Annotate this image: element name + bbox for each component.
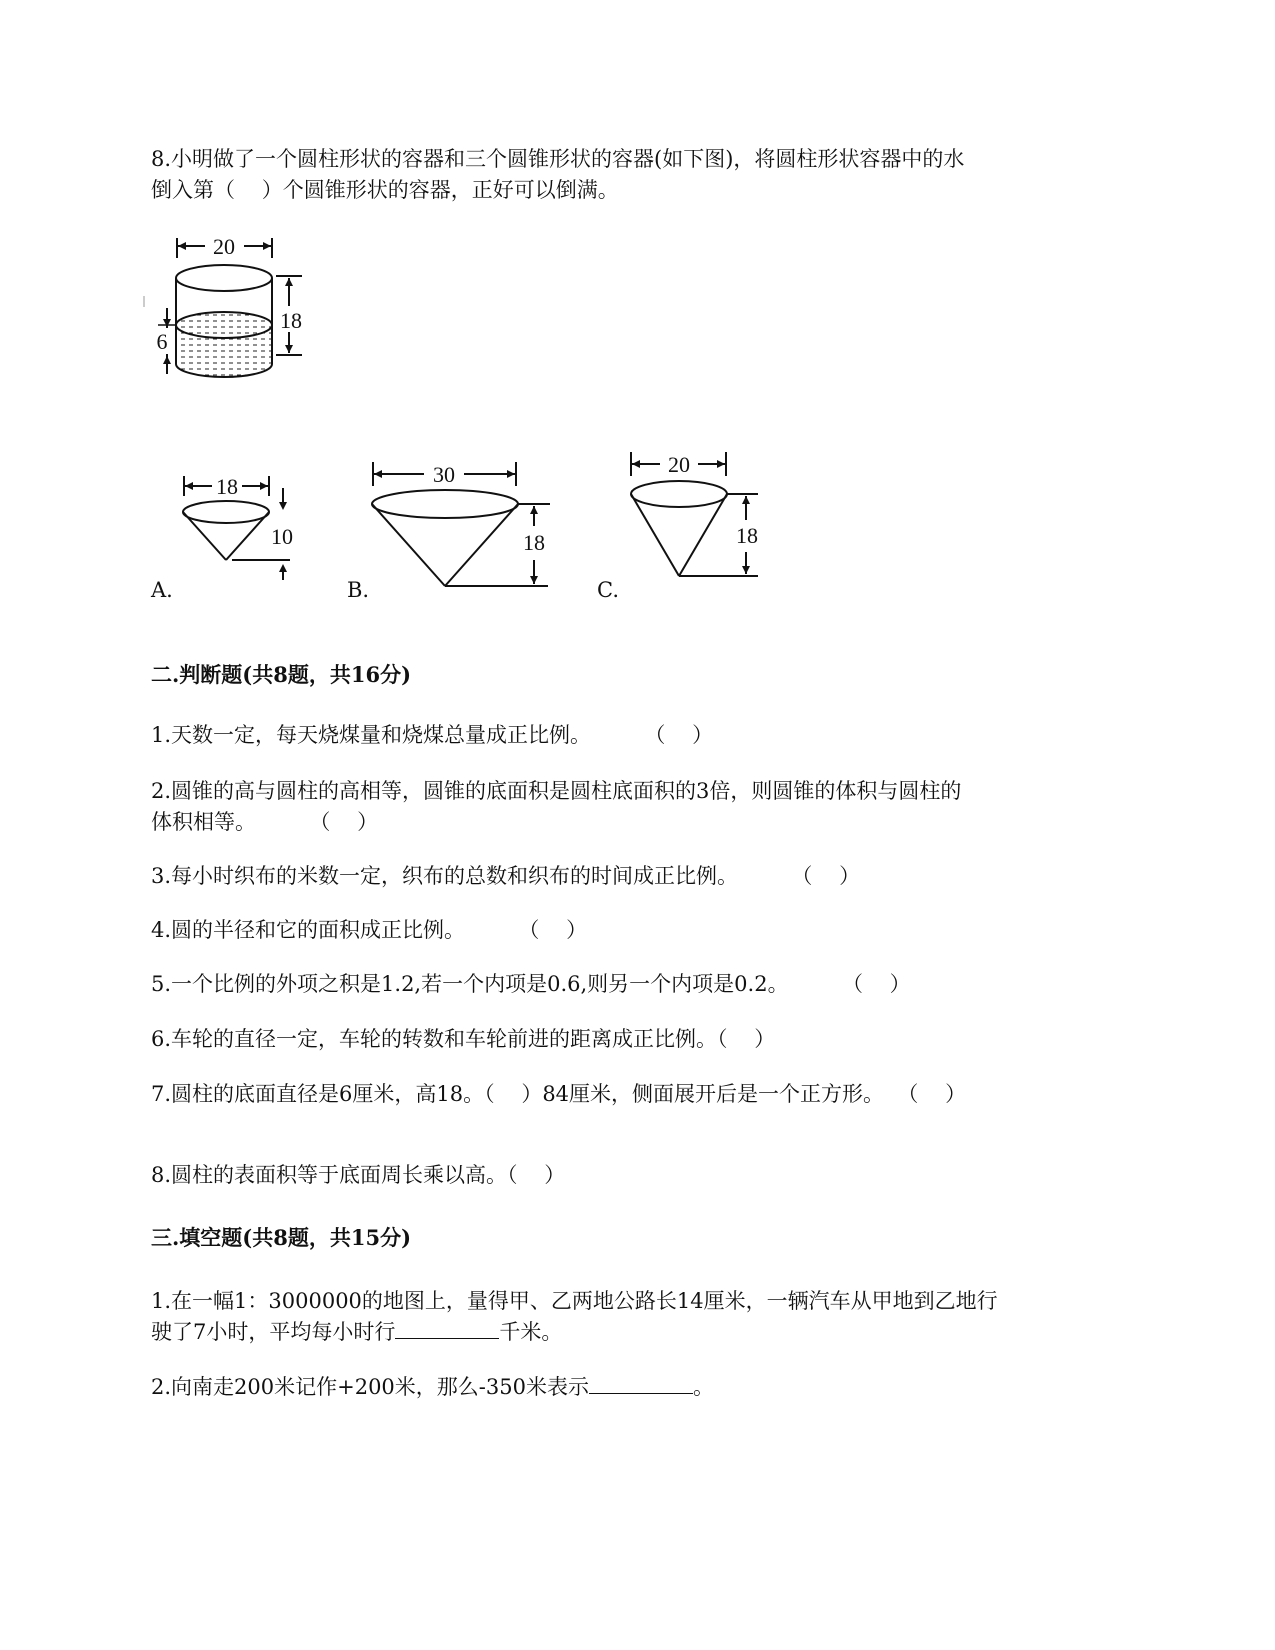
question-8-line-2: 倒入第（ ）个圆锥形状的容器，正好可以倒满。	[151, 178, 619, 202]
cone-a-figure	[178, 468, 308, 588]
option-b-label: B.	[347, 578, 370, 602]
cone-c-diameter-label: 20	[668, 452, 690, 477]
fill-item-2	[151, 1372, 714, 1402]
fill-item-2-end: 。	[692, 1375, 714, 1399]
judge-item-5: 5.一个比例的外项之积是1.2,若一个内项是0.6,则另一个内项是0.2。 （ ）	[151, 972, 911, 996]
option-c-label: C.	[597, 578, 619, 602]
question-8-line-1: 8.小明做了一个圆柱形状的容器和三个圆锥形状的容器(如下图)，将圆柱形状容器中的水	[151, 147, 965, 171]
judge-item-2-line-1: 2.圆锥的高与圆柱的高相等，圆锥的底面积是圆柱底面积的3倍，则圆锥的体积与圆柱的	[151, 779, 962, 803]
cone-c-figure	[626, 450, 776, 586]
cone-b-figure	[368, 456, 558, 596]
judge-item-1: 1.天数一定，每天烧煤量和烧煤总量成正比例。 （ ）	[151, 723, 714, 747]
cylinder-height-label: 18	[280, 308, 302, 333]
answer-blank-2[interactable]	[589, 1373, 693, 1394]
cone-a-diameter-label: 18	[216, 474, 238, 499]
section-3-heading: 三.填空题(共8题，共15分)	[151, 1225, 412, 1250]
cylinder-diameter-label: 20	[213, 234, 235, 259]
judge-item-2-line-2: 体积相等。 （ ）	[151, 810, 379, 834]
judge-item-3: 3.每小时织布的米数一定，织布的总数和织布的时间成正比例。 （ ）	[151, 864, 861, 888]
fill-item-1-unit: 千米。	[499, 1320, 563, 1344]
cone-b-diameter-label: 30	[433, 462, 455, 487]
cone-c-height-label: 18	[736, 523, 758, 548]
cone-a-height-label: 10	[271, 524, 293, 549]
cylinder-figure	[140, 228, 320, 388]
fill-item-1-text: 驶了7小时，平均每小时行	[151, 1320, 396, 1344]
option-a-label: A.	[151, 578, 173, 602]
section-2-heading: 二.判断题(共8题，共16分)	[151, 662, 412, 687]
cone-b-height-label: 18	[523, 530, 545, 555]
answer-blank-1[interactable]	[395, 1318, 499, 1339]
judge-item-4: 4.圆的半径和它的面积成正比例。 （ ）	[151, 918, 588, 942]
fill-item-1-line-2	[151, 1317, 562, 1347]
fill-item-1-line-1: 1.在一幅1：3000000的地图上，量得甲、乙两地公路长14厘米，一辆汽车从甲地到乙地行	[151, 1289, 998, 1313]
fill-item-2-text: 2.向南走200米记作+200米，那么-350米表示	[151, 1375, 589, 1399]
judge-item-6: 6.车轮的直径一定，车轮的转数和车轮前进的距离成正比例。（ ）	[151, 1027, 776, 1051]
judge-item-8: 8.圆柱的表面积等于底面周长乘以高。（ ）	[151, 1163, 566, 1187]
judge-item-7: 7.圆柱的底面直径是6厘米，高18。（ ）84厘米，侧面展开后是一个正方形。 （ ）	[151, 1082, 967, 1106]
water-height-label: 6	[156, 329, 168, 354]
